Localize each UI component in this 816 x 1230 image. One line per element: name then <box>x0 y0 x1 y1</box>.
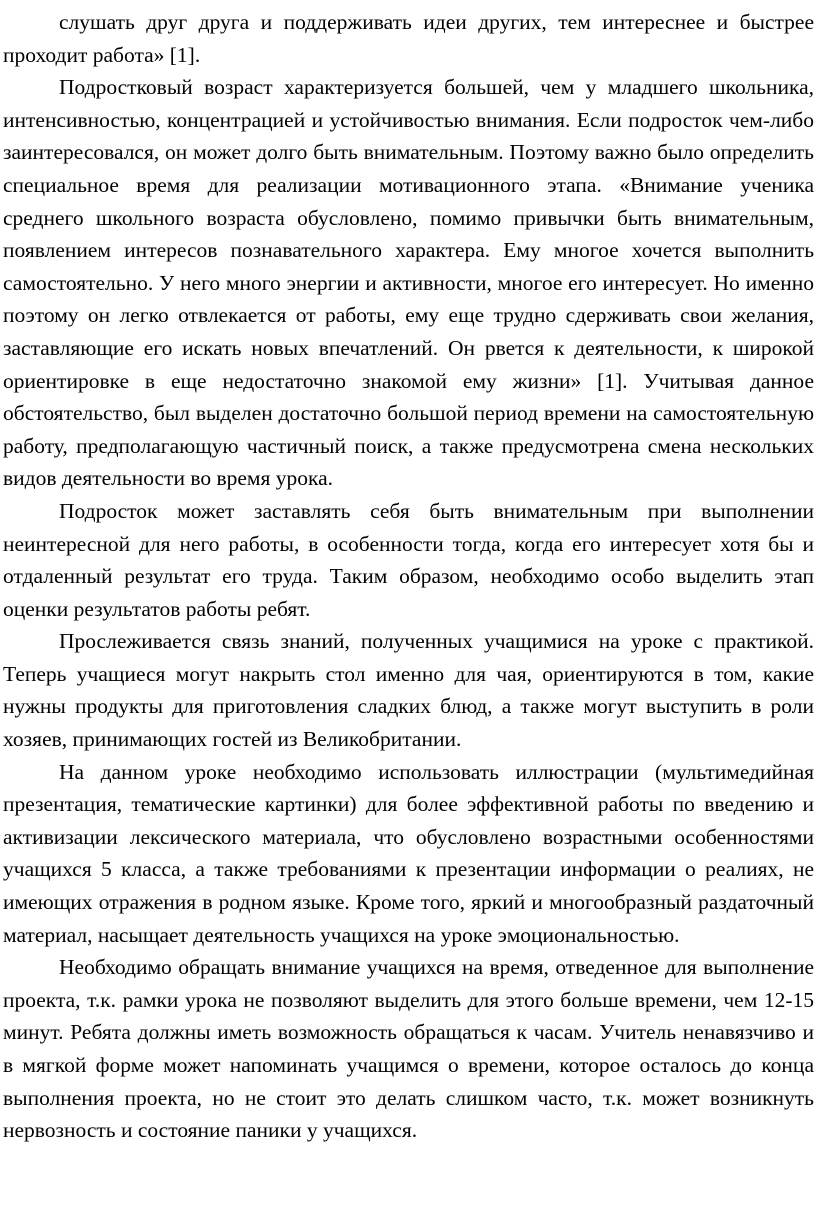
paragraph-1: слушать друг друга и поддерживать идеи других, тем интереснее и быстрее проходит работа» [1]. <box>3 10 814 67</box>
paragraph-6: Необходимо обращать внимание учащихся на время, отведенное для выполнение проекта, т.к. рамки урока не позволяют выделить для этого больше времени, чем 12-15 минут. Ребята должны иметь возможность обращаться к часам. Учитель ненавязчиво и в мягкой форме может напоминать учащимся о времени, которое осталось до конца выполнения проекта, но не стоит это делать слишком часто, т.к. может возникнуть нервозность и состояние паники у учащихся. <box>3 955 814 1143</box>
paragraph-2: Подростковый возраст характеризуется большей, чем у младшего школьника, интенсивностью, концентрацией и устойчивостью внимания. Если подросток чем-либо заинтересовался, он может долго быть внимательным. Поэтому важно было определить специальное время для реализации мотивационного этапа. «Внимание ученика среднего школьного возраста обусловлено, помимо привычки быть внимательным, появлением интересов познавательного характера. Ему многое хочется выполнить самостоятельно. У него много энергии и активности, многое его интересует. Но именно поэтому он легко отвлекается от работы, ему еще трудно сдерживать свои желания, заставляющие его искать новых впечатлений. Он рвется к деятельности, к широкой ориентировке в еще недостаточно знакомой ему жизни» [1]. Учитывая данное обстоятельство, был выделен достаточно большой период времени на самостоятельную работу, предполагающую частичный поиск, а также предусмотрена смена нескольких видов деятельности во время урока. <box>3 75 814 491</box>
paragraph-4: Прослеживается связь знаний, полученных учащимися на уроке с практикой. Теперь учащиеся могут накрыть стол именно для чая, ориентируются в том, какие нужны продукты для приготовления сладких блюд, а также могут выступить в роли хозяев, принимающих гостей из Великобритании. <box>3 629 814 752</box>
paragraph-5: На данном уроке необходимо использовать иллюстрации (мультимедийная презентация, тематические картинки) для более эффективной работы по введению и активизации лексического материала, что обусловлено возрастными особенностями учащихся 5 класса, а также требованиями к презентации информации о реалиях, не имеющих отражения в родном языке. Кроме того, яркий и многообразный раздаточный материал, насыщает деятельность учащихся на уроке эмоциональностью. <box>3 759 814 947</box>
paragraph-3: Подросток может заставлять себя быть внимательным при выполнении неинтересной для него работы, в особенности тогда, когда его интересует хотя бы и отдаленный результат его труда. Таким образом, необходимо особо выделить этап оценки результатов работы ребят. <box>3 498 814 621</box>
